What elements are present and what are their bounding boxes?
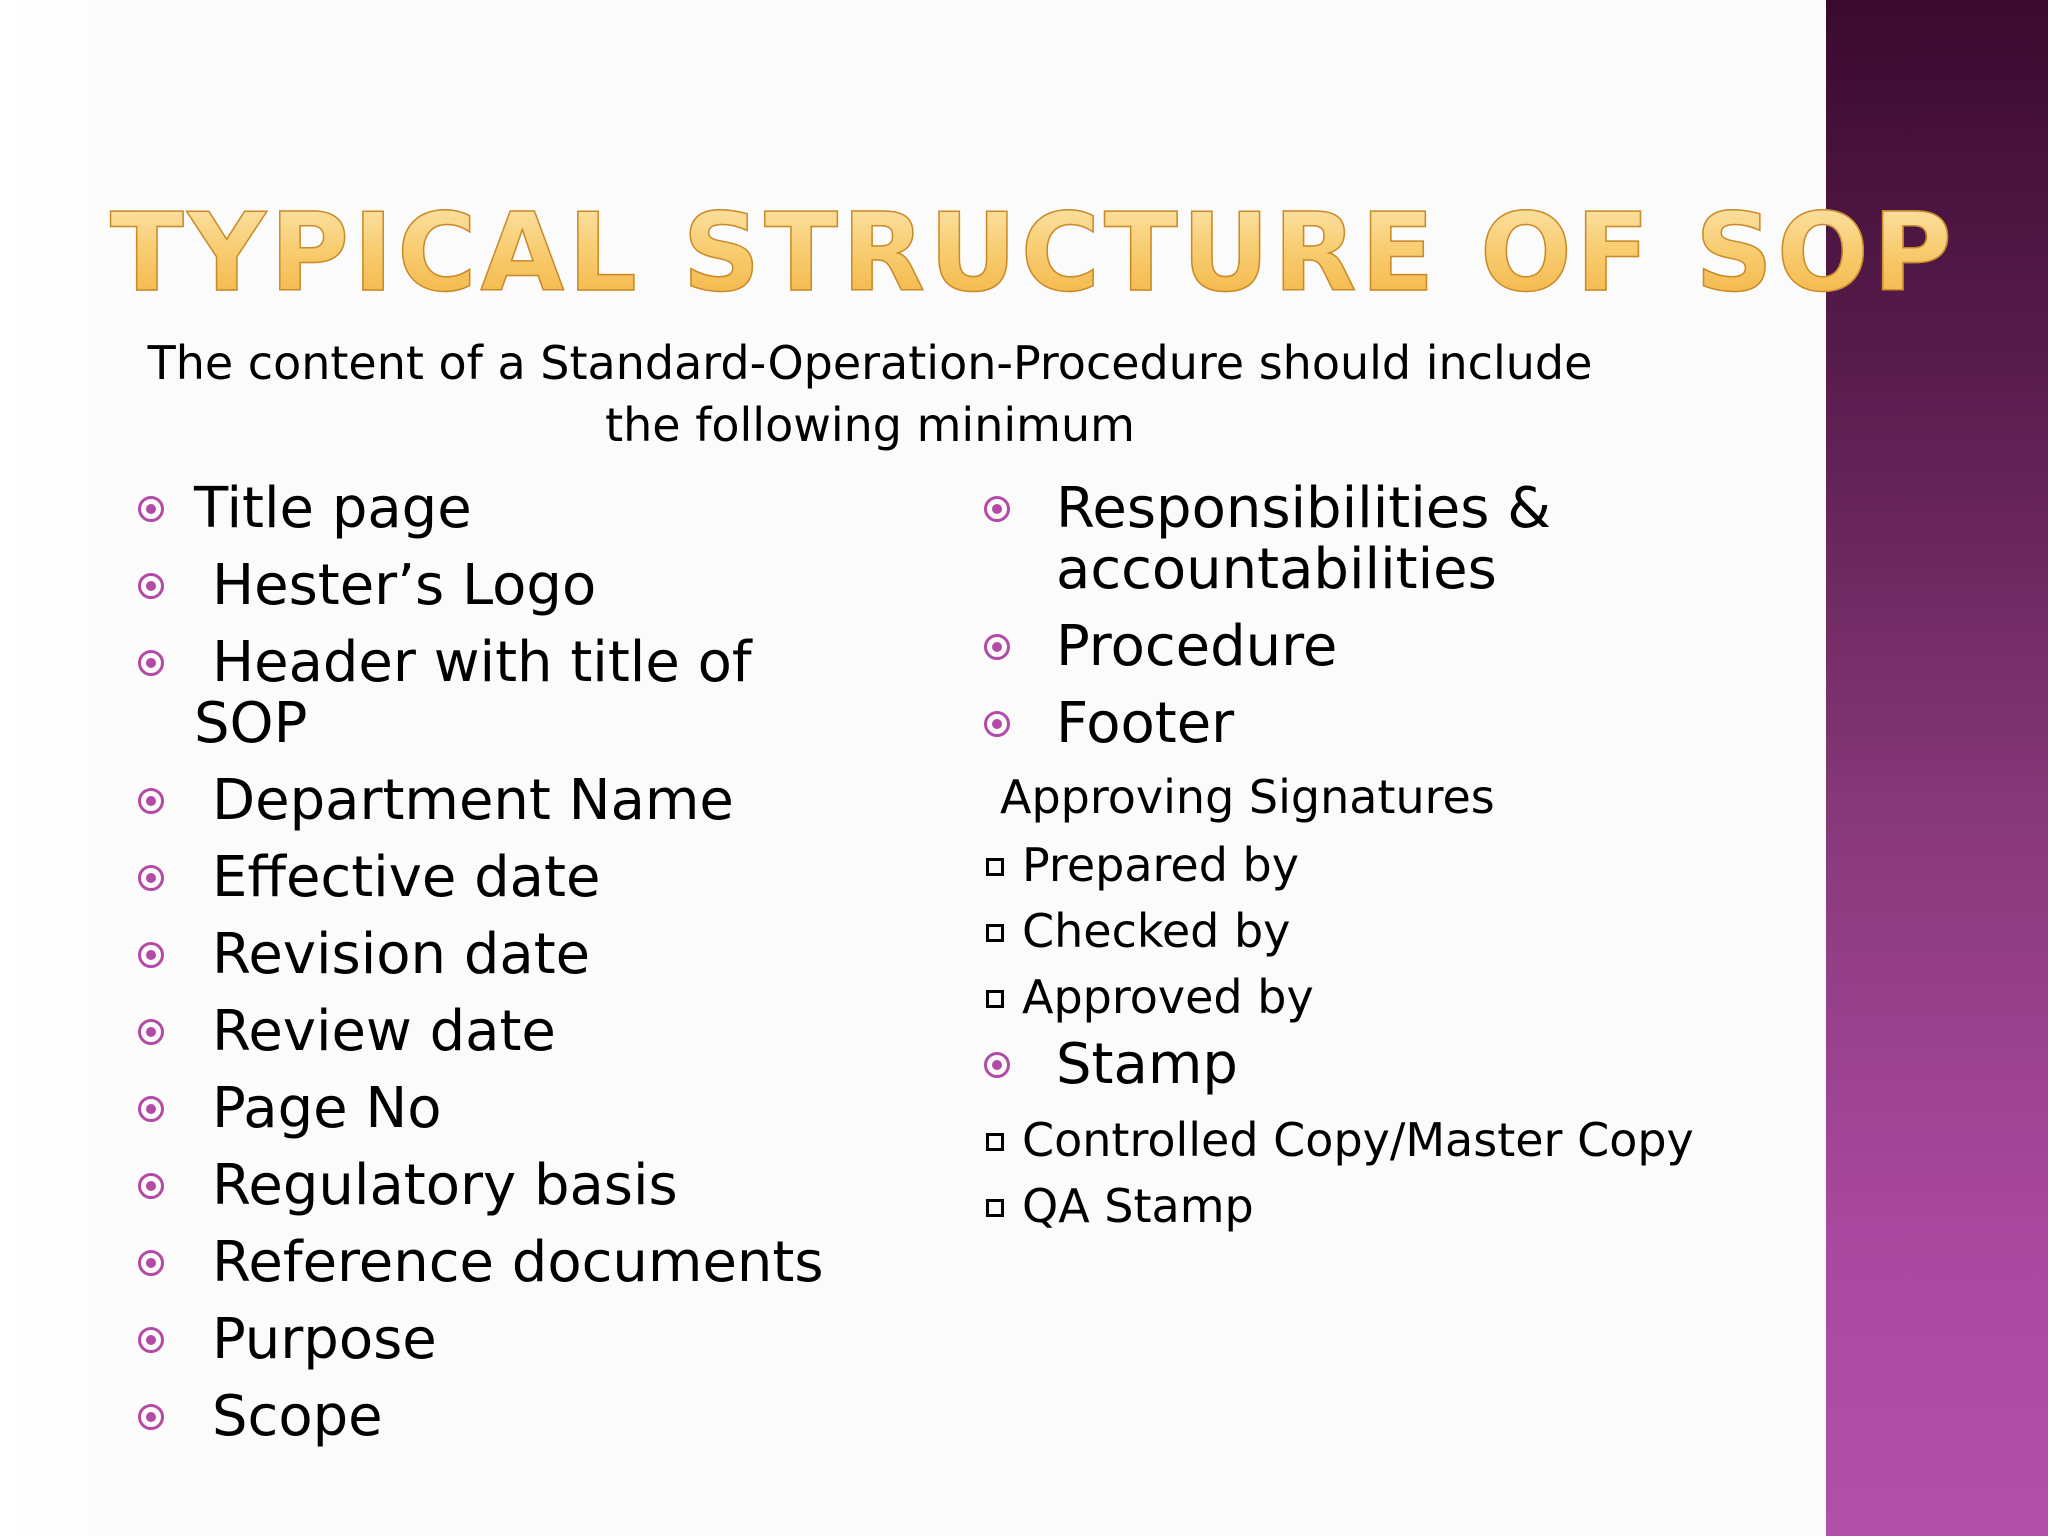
list-item-text: QA Stamp	[1022, 1179, 1254, 1233]
list-item	[130, 924, 890, 985]
circled-dot-bullet-icon	[138, 1096, 164, 1122]
list-item	[976, 968, 1776, 1026]
list-item-text: Effective date	[212, 845, 601, 910]
hollow-square-bullet-icon	[986, 858, 1004, 876]
right-bullet-list	[976, 478, 1776, 1243]
list-item-text: Hester’s Logo	[212, 553, 597, 618]
list-item-text: Page No	[212, 1076, 442, 1141]
signatures-heading: Approving Signatures	[1000, 770, 1495, 824]
list-item	[130, 1078, 890, 1139]
list-item	[130, 555, 890, 616]
list-item	[976, 902, 1776, 960]
list-item	[976, 693, 1776, 754]
circled-dot-bullet-icon	[984, 711, 1010, 737]
slide-title: TYPICAL STRUCTURE OF SOP	[110, 191, 1956, 316]
circled-dot-bullet-icon	[984, 1052, 1010, 1078]
list-item	[976, 836, 1776, 894]
list-item-text: Procedure	[1056, 614, 1338, 679]
circled-dot-bullet-icon	[138, 496, 164, 522]
circled-dot-bullet-icon	[138, 1019, 164, 1045]
list-item	[130, 1309, 890, 1370]
hollow-square-bullet-icon	[986, 1199, 1004, 1217]
list-item-text: Responsibilities & accountabilities	[1056, 476, 1551, 602]
list-item	[976, 478, 1600, 600]
list-item	[976, 616, 1776, 677]
circled-dot-bullet-icon	[138, 1404, 164, 1430]
list-item-text: Stamp	[1056, 1032, 1238, 1097]
list-item-text: Regulatory basis	[212, 1153, 678, 1218]
list-item-text: Purpose	[212, 1307, 437, 1372]
circled-dot-bullet-icon	[138, 573, 164, 599]
hollow-square-bullet-icon	[986, 990, 1004, 1008]
list-item-text: Scope	[212, 1384, 383, 1449]
slide-subtitle: The content of a Standard-Operation-Procedure should include the following minimum	[147, 336, 1593, 452]
list-item-text: Prepared by	[1022, 838, 1299, 892]
list-item	[976, 1034, 1776, 1095]
list-item	[130, 1386, 890, 1447]
list-item	[130, 1001, 890, 1062]
list-item	[130, 1155, 890, 1216]
list-item	[130, 632, 814, 754]
list-item-text: Controlled Copy/Master Copy	[1022, 1113, 1694, 1167]
list-item-text: Footer	[1056, 691, 1235, 756]
circled-dot-bullet-icon	[984, 634, 1010, 660]
list-item	[976, 1111, 1776, 1169]
list-item-text: Department Name	[212, 768, 734, 833]
list-item-text: Checked by	[1022, 904, 1291, 958]
list-item-text: Header with title of SOP	[194, 630, 752, 756]
list-item-text: Revision date	[212, 922, 591, 987]
circled-dot-bullet-icon	[138, 788, 164, 814]
circled-dot-bullet-icon	[984, 496, 1010, 522]
circled-dot-bullet-icon	[138, 865, 164, 891]
list-item	[976, 1177, 1776, 1235]
left-bullet-list	[130, 478, 890, 1463]
list-item	[130, 847, 890, 908]
circled-dot-bullet-icon	[138, 942, 164, 968]
list-item-text: Review date	[212, 999, 556, 1064]
list-item	[130, 478, 890, 539]
list-item	[130, 1232, 890, 1293]
hollow-square-bullet-icon	[986, 1133, 1004, 1151]
list-item-text: Reference documents	[212, 1230, 824, 1295]
circled-dot-bullet-icon	[138, 1250, 164, 1276]
list-item-text: Approved by	[1022, 970, 1314, 1024]
circled-dot-bullet-icon	[138, 1327, 164, 1353]
list-item-text: Title page	[194, 476, 472, 541]
hollow-square-bullet-icon	[986, 924, 1004, 942]
circled-dot-bullet-icon	[138, 650, 164, 676]
list-item	[130, 770, 890, 831]
circled-dot-bullet-icon	[138, 1173, 164, 1199]
